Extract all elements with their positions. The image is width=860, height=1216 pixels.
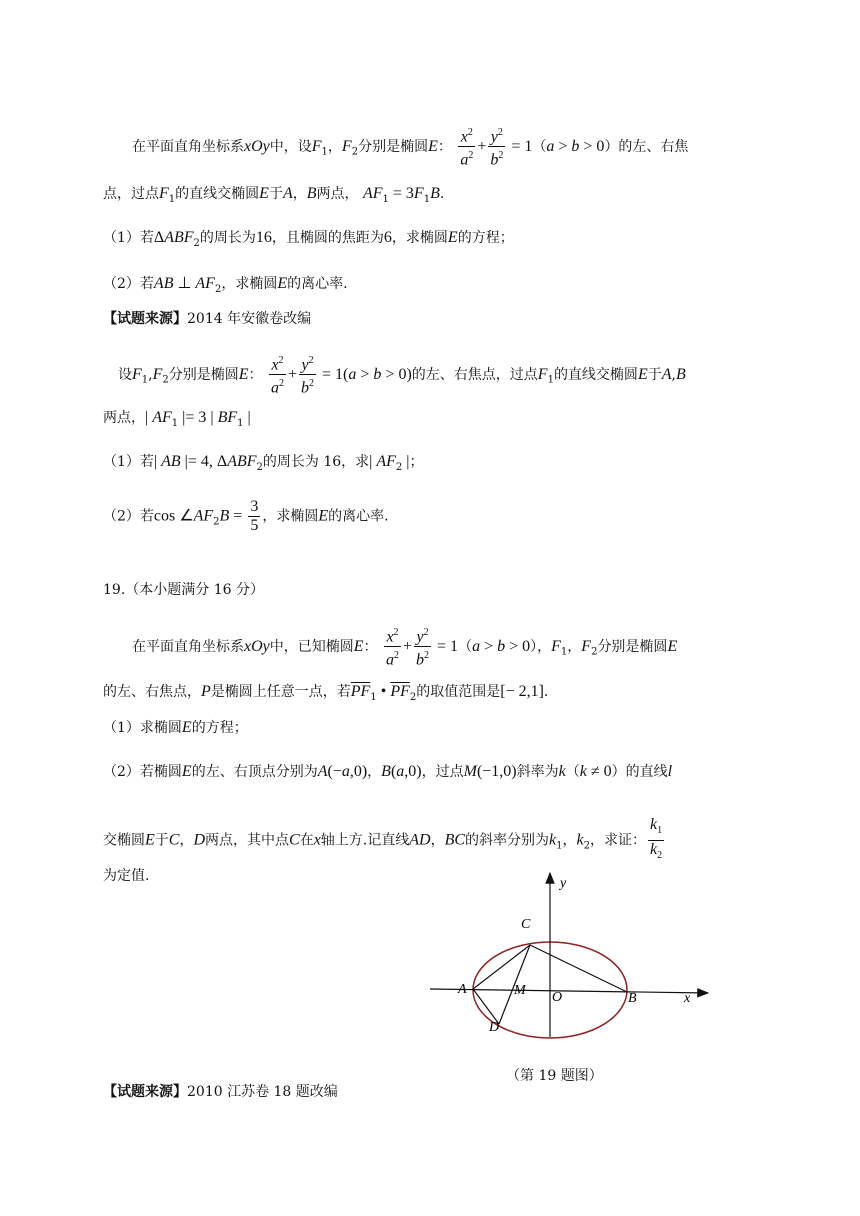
fraction-y2-b2: $\frac{y^2}{b^2}$ (488, 124, 505, 170)
fraction-x2-a2: $\frac{x^2}{a^2}$ (384, 624, 401, 670)
p3-question-1: （1）求椭圆E的方程； (103, 719, 248, 736)
label-O: O (552, 990, 563, 1005)
p3-line-1: 在平面直角坐标系xOy中，已知椭圆E： $\frac{x^2}{a^2}$ + $\frac{y^2}{b^2}$ = 1（a > b > 0），$F_1$，$F_2$分别是椭圆E (132, 624, 677, 670)
p2-question-2: （2）若$\cos \angle AF_2B$ = $\frac{3}{5}$ ，求椭圆E的离心率. (103, 498, 389, 534)
p3-heading: 19.（本小题满分 16 分） (103, 582, 264, 598)
fraction-k1-k2: $\frac{k_1}{k_2}$ (650, 816, 663, 862)
label-A: A (458, 982, 467, 997)
label-y: y (560, 876, 567, 891)
fraction-x2-a2: $\frac{x^2}{a^2}$ (458, 124, 475, 170)
label-B: B (628, 991, 637, 1006)
p3-line-5: 为定值. (103, 868, 150, 884)
ellipse-figure (425, 865, 725, 1040)
segment-BC (530, 945, 627, 992)
p3-question-2: （2）若椭圆E的左、右顶点分别为A(−a,0)，B(a,0)，过点M(−1,0)斜率为k（k ≠ 0）的直线l (103, 763, 673, 780)
x-axis (430, 989, 708, 993)
p1-question-1: （1）若$\Delta ABF_2$的周长为16，且椭圆的焦距为6，求椭圆E的方程； (103, 229, 514, 249)
label-D: D (489, 1020, 500, 1035)
p2-line-1: 设$F_1,F_2$分别是椭圆E： $\frac{x^2}{a^2}$ + $\frac{y^2}{b^2}$ = 1(a > b > 0)的左、右焦点，过点$F_1$的直线交椭圆E于A,B (118, 352, 686, 398)
p3-line-4: 交椭圆E于C，D两点，其中点C在x轴上方.记直线AD，BC的斜率分别为$k_1$，$k_2$，求证： $\frac{k_1}{k_2}$ (103, 816, 666, 865)
label-C: C (521, 917, 531, 932)
p1-line-2: 点，过点$F_1$的直线交椭圆E于A，B两点， $AF_1 = 3F_1B$. (103, 185, 445, 205)
fraction-x2-a2: $\frac{x^2}{a^2}$ (269, 352, 286, 398)
p1-line-1: 在平面直角坐标系xOy中，设$F_1$，$F_2$分别是椭圆E： $\frac{x^2}{a^2}$ + $\frac{y^2}{b^2}$ = 1（a > b > 0）的左、右焦 (132, 124, 688, 170)
p3-line-2: 的左、右焦点，P是椭圆上任意一点，若$\overline{PF}_1$ • $\overline{PF}_2$的取值范围是[− 2,1]. (103, 683, 549, 703)
p2-question-1: （1）若| AB |= 4, $\Delta ABF_2$的周长为 16，求| $AF_2$ |； (103, 453, 424, 473)
label-M: M (514, 983, 526, 998)
p2-line-2: 两点，| $AF_1$ |= 3 | $BF_1$ | (103, 409, 251, 429)
figure-caption: （第 19 题图） (506, 1068, 603, 1084)
fraction-y2-b2: $\frac{y^2}{b^2}$ (299, 352, 316, 398)
p3-source: 【试题来源】2010 江苏卷 18 题改编 (103, 1084, 338, 1100)
label-x: x (684, 991, 691, 1006)
p1-question-2: （2）若AB ⊥ $AF_2$，求椭圆E的离心率. (103, 275, 348, 295)
fraction-y2-b2: $\frac{y^2}{b^2}$ (414, 624, 431, 670)
fraction-3-5: $\frac{3}{5}$ (250, 498, 259, 534)
p1-source: 【试题来源】2014 年安徽卷改编 (103, 311, 312, 327)
